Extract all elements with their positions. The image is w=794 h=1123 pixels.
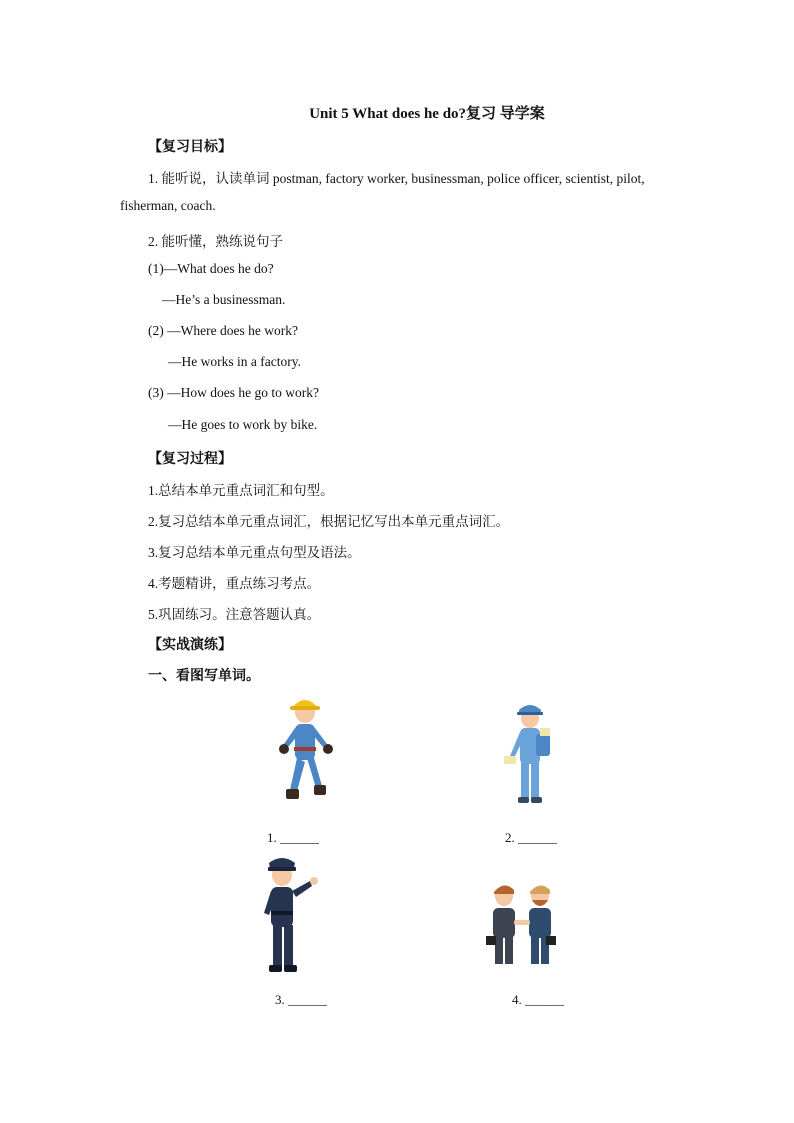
practice-heading: 【实战演练】 — [148, 638, 232, 653]
sentence-1-question: (1)—What does he do? — [148, 261, 274, 276]
goal-1-line-1: 1. 能听说，认读单词 postman, factory worker, businessman, police officer, scientist, pilot, — [148, 171, 645, 186]
process-step-4: 4.考题精讲，重点练习考点。 — [148, 576, 321, 591]
goals-heading: 【复习目标】 — [148, 140, 232, 155]
page-title: Unit 5 What does he do?复习 导学案 — [309, 106, 545, 122]
sentence-3-answer: —He goes to work by bike. — [168, 417, 318, 432]
answer-blank-2[interactable]: 2. ______ — [505, 830, 557, 845]
answer-blank-4[interactable]: 4. ______ — [512, 992, 564, 1007]
process-step-3: 3.复习总结本单元重点句型及语法。 — [148, 545, 361, 560]
process-step-2: 2.复习总结本单元重点词汇，根据记忆写出本单元重点词汇。 — [148, 514, 510, 529]
exercise-1-heading: 一、看图写单词。 — [148, 669, 260, 684]
process-step-5: 5.巩固练习。注意答题认真。 — [148, 607, 321, 622]
goal-2: 2. 能听懂，熟练说句子 — [148, 234, 283, 249]
postman-illustration — [500, 698, 560, 808]
sentence-2-answer: —He works in a factory. — [168, 354, 301, 369]
process-heading: 【复习过程】 — [148, 452, 232, 467]
sentence-3-question: (3) —How does he go to work? — [148, 385, 319, 400]
factory-worker-illustration — [272, 692, 338, 806]
goal-1-line-2: fisherman, coach. — [120, 198, 216, 213]
police-officer-illustration — [252, 853, 322, 979]
answer-blank-3[interactable]: 3. ______ — [275, 992, 327, 1007]
answer-blank-1[interactable]: 1. ______ — [267, 830, 319, 845]
process-step-1: 1.总结本单元重点词汇和句型。 — [148, 483, 334, 498]
sentence-1-answer: —He’s a businessman. — [162, 292, 286, 307]
businessmen-illustration — [484, 878, 564, 970]
sentence-2-question: (2) —Where does he work? — [148, 323, 298, 338]
